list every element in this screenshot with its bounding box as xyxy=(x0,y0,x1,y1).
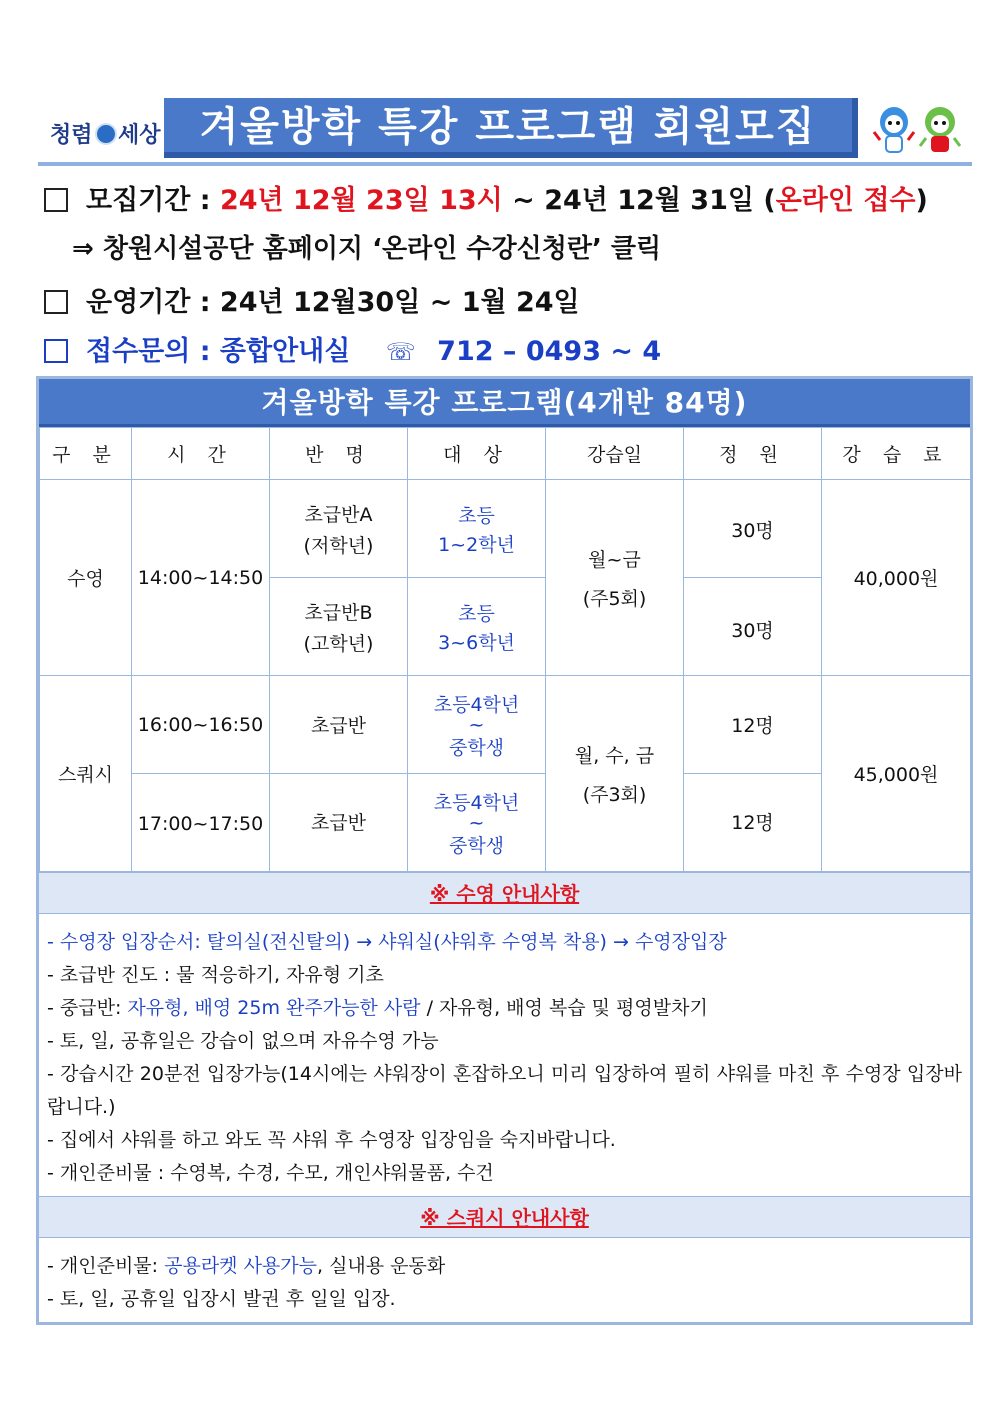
notice-text: - 개인준비물: xyxy=(47,1255,165,1277)
target-line: ~ xyxy=(468,713,485,736)
col-header: 대 상 xyxy=(408,428,546,480)
target-cell xyxy=(408,676,546,774)
recruit-period-line xyxy=(44,178,928,217)
target-line: 초등4학년 xyxy=(433,791,520,814)
notice-item xyxy=(47,1250,962,1283)
col-header: 정 원 xyxy=(684,428,822,480)
notice-text: / 자유형, 배영 복습 및 평영발차기 xyxy=(420,997,708,1019)
class-name: 초급반B xyxy=(304,601,373,624)
notice-highlight: 공용라켓 사용가능 xyxy=(164,1255,317,1277)
col-header: 강 습 료 xyxy=(822,428,971,480)
recruit-label: 모집기간 : xyxy=(86,185,220,216)
class-cell xyxy=(270,480,408,578)
mascot-icon xyxy=(868,102,968,160)
notice-item: - 초급반 진도 : 물 적응하기, 자유형 기초 xyxy=(47,964,384,986)
days-cell xyxy=(546,676,684,872)
days-sub: (주5회) xyxy=(582,587,647,610)
class-cell: 초급반 xyxy=(270,774,408,872)
class-sub: (고학년) xyxy=(303,632,374,655)
class-cell: 초급반 xyxy=(270,676,408,774)
notice-item: - 집에서 샤워를 하고 와도 꼭 샤워 후 수영장 입장임을 숙지바랍니다. xyxy=(47,1129,616,1151)
col-header: 강습일 xyxy=(546,428,684,480)
operation-period: 운영기간 : 24년 12월30일 ~ 1월 24일 xyxy=(86,287,580,318)
target-line: 초등 xyxy=(458,504,495,527)
operation-period-line xyxy=(44,280,580,319)
header xyxy=(38,96,972,164)
time-cell: 16:00~16:50 xyxy=(132,676,270,774)
col-header: 반 명 xyxy=(270,428,408,480)
class-sub: (저학년) xyxy=(303,534,374,557)
notice-text: , 실내용 운동화 xyxy=(316,1255,446,1277)
days-cell xyxy=(546,480,684,676)
table-row xyxy=(40,480,971,578)
logo xyxy=(50,110,161,154)
contact-label: 접수문의 : 종합안내실 xyxy=(86,336,351,367)
class-cell xyxy=(270,578,408,676)
target-line: 3~6학년 xyxy=(438,631,515,654)
notice-item xyxy=(47,926,962,959)
schedule-table xyxy=(39,427,971,872)
phone-number: 712 – 0493 ~ 4 xyxy=(437,336,662,367)
time-cell: 14:00~14:50 xyxy=(132,480,270,676)
recruit-start: 24년 12월 23일 13시 xyxy=(219,185,503,216)
notice-highlight: 자유형, 배영 25m 완주가능한 사람 xyxy=(127,997,421,1019)
fee-cell: 40,000원 xyxy=(822,480,971,676)
category-cell: 수영 xyxy=(40,480,132,676)
svg-text:청렴: 청렴 xyxy=(50,122,93,148)
days-text: 월~금 xyxy=(588,548,641,571)
table-header-row xyxy=(40,428,971,480)
fee-cell: 45,000원 xyxy=(822,676,971,872)
days-sub: (주3회) xyxy=(582,783,647,806)
capacity-cell: 30명 xyxy=(684,578,822,676)
phone-icon: ☏ xyxy=(385,338,416,366)
capacity-cell: 30명 xyxy=(684,480,822,578)
checkbox-icon xyxy=(44,188,68,212)
notice-item: - 토, 일, 공휴일은 강습이 없으며 자유수영 가능 xyxy=(47,1030,439,1052)
recruit-end: ~ 24년 12월 31일 ( xyxy=(502,185,776,216)
page-title: 겨울방학 특강 프로그램 회원모집 xyxy=(164,98,858,158)
program-panel xyxy=(36,376,973,1325)
logo-mark xyxy=(50,112,161,152)
notice-text: - 중급반: xyxy=(47,997,128,1019)
apply-instruction: ⇒ 창원시설공단 홈페이지 ‘온라인 수강신청란’ 클릭 xyxy=(72,234,662,264)
header-divider xyxy=(38,162,972,166)
table-row xyxy=(40,676,971,774)
notice-item: - 강습시간 20분전 입장가능(14시에는 샤워장이 혼잡하오니 미리 입장하여 필히 샤워를 마친 후 수영장 입장바랍니다.) xyxy=(47,1063,962,1118)
notice-item: - 개인준비물 : 수영복, 수경, 수모, 개인샤워물품, 수건 xyxy=(47,1162,494,1184)
squash-notice-title xyxy=(39,1196,970,1238)
category-cell: 스쿼시 xyxy=(40,676,132,872)
col-header: 구 분 xyxy=(40,428,132,480)
swim-notice-list xyxy=(39,914,970,1196)
target-line: 초등4학년 xyxy=(433,693,520,716)
target-line: 1~2학년 xyxy=(438,533,515,556)
time-cell: 17:00~17:50 xyxy=(132,774,270,872)
swim-notice-heading: ※ 수영 안내사항 xyxy=(429,882,580,906)
schedule-title: 겨울방학 특강 프로그램(4개반 84명) xyxy=(39,379,970,427)
squash-notice-heading: ※ 스쿼시 안내사항 xyxy=(420,1206,589,1230)
days-text: 월, 수, 금 xyxy=(574,744,655,767)
target-cell xyxy=(408,480,546,578)
recruit-close: ) xyxy=(915,185,928,216)
squash-notice-list xyxy=(39,1238,970,1322)
notice-item: - 토, 일, 공휴일 입장시 발권 후 일일 입장. xyxy=(47,1288,396,1310)
class-name: 초급반A xyxy=(304,503,373,526)
target-line: 초등 xyxy=(458,602,495,625)
online-badge: 온라인 접수 xyxy=(775,185,916,216)
target-line: 중학생 xyxy=(448,834,505,857)
svg-text:세상: 세상 xyxy=(118,122,161,148)
contact-line xyxy=(44,329,661,368)
checkbox-icon xyxy=(44,339,68,363)
capacity-cell: 12명 xyxy=(684,676,822,774)
col-header: 시 간 xyxy=(132,428,270,480)
notice-item xyxy=(47,992,962,1025)
checkbox-icon xyxy=(44,290,68,314)
target-cell xyxy=(408,578,546,676)
swim-notice-title xyxy=(39,872,970,914)
target-line: ~ xyxy=(468,811,485,834)
notice-text: - 수영장 입장순서: 탈의실(전신탈의) → 샤워실(샤워후 수영복 착용) → 수영장입장 xyxy=(47,931,727,953)
capacity-cell: 12명 xyxy=(684,774,822,872)
target-cell xyxy=(408,774,546,872)
target-line: 중학생 xyxy=(448,736,505,759)
